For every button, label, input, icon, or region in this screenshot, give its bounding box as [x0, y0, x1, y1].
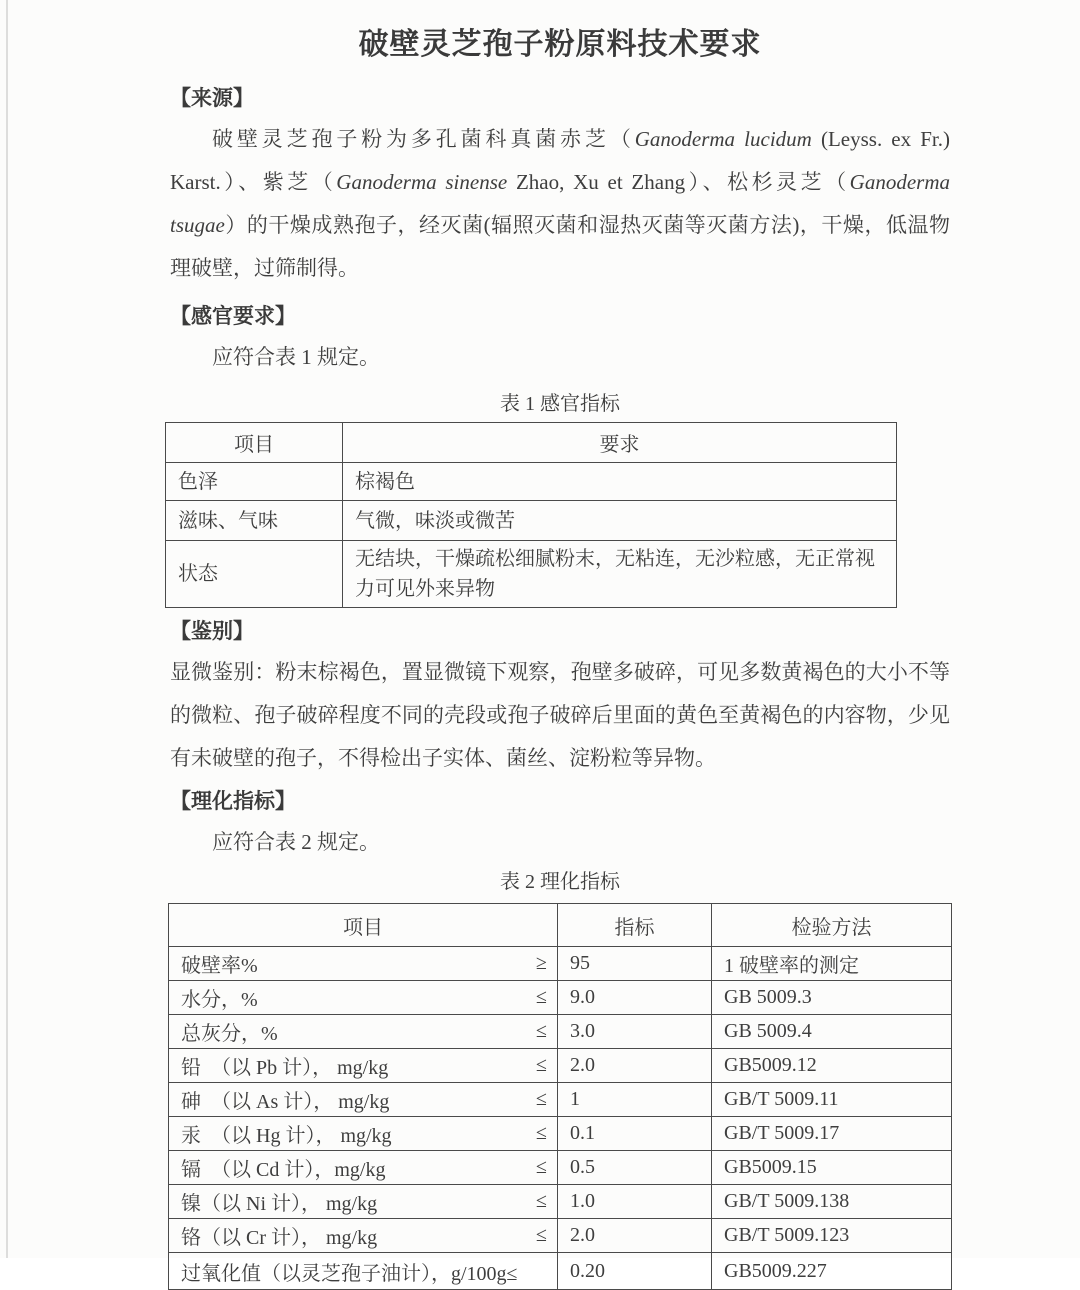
sensory-note: 应符合表 1 规定。 — [212, 345, 380, 369]
index-value: 3.0 — [570, 1020, 595, 1042]
comparison-symbol: ≤ — [536, 1088, 547, 1110]
item-cell: 滋味、气味 — [166, 501, 343, 541]
index-value-cell — [558, 1219, 712, 1253]
table-row — [166, 463, 897, 501]
header-cell-method: 检验方法 — [712, 904, 952, 947]
method-text: GB5009.227 — [724, 1259, 827, 1282]
method-text: GB/T 5009.138 — [724, 1190, 850, 1212]
item-cell — [169, 1049, 558, 1083]
index-value: 0.5 — [570, 1156, 595, 1178]
table-row — [169, 981, 952, 1015]
method-text: GB 5009.4 — [724, 1020, 812, 1042]
item-cell-content — [181, 1119, 547, 1148]
item-cell-content — [181, 1187, 547, 1216]
physicochemical-note: 应符合表 2 规定。 — [212, 830, 380, 854]
physicochemical-table-body — [169, 947, 952, 1290]
header-cell-item: 项目 — [166, 423, 343, 463]
section-identification — [170, 617, 950, 780]
header-cell-item: 项目 — [169, 904, 558, 947]
item-cell — [169, 947, 558, 981]
item-cell — [169, 981, 558, 1015]
item-cell-content — [181, 1221, 547, 1250]
item-cell: 状态 — [166, 541, 343, 608]
index-value-cell — [558, 1049, 712, 1083]
method-text: GB/T 5009.11 — [724, 1088, 839, 1110]
paragraph-text: Zhao, Xu et Zhang）、松杉灵芝（ — [507, 170, 850, 194]
index-value: 9.0 — [570, 986, 595, 1008]
index-value-cell — [558, 1015, 712, 1049]
item-label: 过氧化值（以灵芝孢子油计），g/100g≤ — [181, 1262, 518, 1285]
index-value: 0.20 — [570, 1259, 605, 1282]
latin-species-name: Ganoderma sinense — [336, 170, 508, 194]
method-text: GB/T 5009.123 — [724, 1224, 850, 1246]
item-label: 汞 （以 Hg 计）， mg/kg — [181, 1125, 392, 1147]
item-cell — [169, 1015, 558, 1049]
index-value-cell — [558, 947, 712, 981]
page-title: 破壁灵芝孢子粉原料技术要求 — [358, 28, 762, 61]
section-sensory — [170, 302, 950, 608]
latin-species-name: Ganoderma tsugae — [170, 170, 950, 237]
index-value-cell — [558, 1253, 712, 1290]
index-value: 1 — [570, 1088, 580, 1110]
comparison-symbol: ≤ — [536, 1020, 547, 1042]
index-value: 2.0 — [570, 1054, 595, 1076]
paragraph-text: (Leyss. ex Fr.) Karst.）、紫芝（ — [170, 127, 951, 194]
index-value-cell — [558, 1185, 712, 1219]
comparison-symbol: ≤ — [536, 1190, 547, 1212]
method-cell — [712, 1117, 952, 1151]
requirement-cell: 棕褐色 — [343, 463, 897, 501]
section-physicochemical — [170, 787, 950, 1290]
method-cell — [712, 1049, 952, 1083]
method-text: GB 5009.3 — [724, 986, 812, 1008]
method-text: 1 破壁率的测定 — [724, 955, 859, 977]
table-row — [169, 1151, 952, 1185]
item-cell-content — [181, 1257, 547, 1286]
table-row — [169, 1049, 952, 1083]
scan-edge-artifact — [6, 0, 8, 1258]
physicochemical-table — [168, 903, 952, 1290]
source-heading: 【来源】 — [170, 86, 254, 110]
identification-paragraph: 显微鉴别：粉末棕褐色，置显微镜下观察，孢壁多破碎，可见多数黄褐色的大小不等的微粒、孢子破碎程度不同的壳段或孢子破碎后里面的黄色至黄褐色的内容物，少见有未破壁的孢子，不得检出子实体、菌丝、淀粉粒等异物。 — [170, 660, 950, 770]
physicochemical-heading: 【理化指标】 — [170, 789, 296, 813]
item-label: 铅 （以 Pb 计）， mg/kg — [181, 1057, 389, 1079]
table-row — [169, 1185, 952, 1219]
table-row — [169, 1253, 952, 1290]
item-cell-content — [181, 949, 547, 978]
index-value-cell — [558, 1117, 712, 1151]
item-label: 破壁率% — [181, 955, 258, 977]
item-cell-content — [181, 1153, 547, 1182]
method-cell — [712, 981, 952, 1015]
table-row — [169, 947, 952, 981]
item-label: 总灰分，% — [181, 1023, 278, 1045]
index-value: 95 — [570, 952, 590, 974]
comparison-symbol: ≥ — [536, 952, 547, 974]
item-label: 砷 （以 As 计）， mg/kg — [181, 1091, 390, 1113]
sensory-heading: 【感官要求】 — [170, 304, 296, 328]
index-value: 1.0 — [570, 1190, 595, 1212]
requirement-cell: 无结块，干燥疏松细腻粉末，无粘连，无沙粒感，无正常视力可见外来异物 — [343, 541, 897, 608]
table-row — [169, 1219, 952, 1253]
index-value-cell — [558, 981, 712, 1015]
table2-caption: 表 2 理化指标 — [500, 871, 620, 893]
item-cell-content — [181, 983, 547, 1012]
requirement-cell: 气微，味淡或微苦 — [343, 501, 897, 541]
item-label: 水分，% — [181, 989, 258, 1011]
method-cell — [712, 947, 952, 981]
item-cell — [169, 1253, 558, 1290]
table1-caption: 表 1 感官指标 — [500, 393, 620, 415]
table-header-row — [166, 423, 897, 463]
item-cell — [169, 1083, 558, 1117]
method-cell — [712, 1219, 952, 1253]
method-text: GB/T 5009.17 — [724, 1122, 840, 1144]
item-cell — [169, 1151, 558, 1185]
source-paragraph — [170, 118, 950, 290]
table-row — [169, 1015, 952, 1049]
method-cell — [712, 1015, 952, 1049]
table-header-row — [169, 904, 952, 947]
paragraph-text: ）的干燥成熟孢子，经灭菌(辐照灭菌和湿热灭菌等灭菌方法)，干燥，低温物理破壁，过筛制得。 — [170, 213, 950, 280]
latin-species-name: Ganoderma lucidum — [634, 127, 812, 151]
paragraph-text: 破壁灵芝孢子粉为多孔菌科真菌赤芝（ — [212, 127, 635, 151]
item-cell-content — [181, 1051, 547, 1080]
index-value: 2.0 — [570, 1224, 595, 1246]
table-row — [166, 501, 897, 541]
method-cell — [712, 1151, 952, 1185]
method-cell — [712, 1253, 952, 1290]
header-cell-index: 指标 — [558, 904, 712, 947]
comparison-symbol: ≤ — [536, 1224, 547, 1246]
method-cell — [712, 1083, 952, 1117]
index-value-cell — [558, 1151, 712, 1185]
item-cell: 色泽 — [166, 463, 343, 501]
index-value: 0.1 — [570, 1122, 595, 1144]
header-cell-requirement: 要求 — [343, 423, 897, 463]
comparison-symbol: ≤ — [536, 986, 547, 1008]
method-text: GB5009.12 — [724, 1054, 817, 1076]
item-label: 镍（以 Ni 计）， mg/kg — [181, 1193, 378, 1215]
table-row — [169, 1117, 952, 1151]
index-value-cell — [558, 1083, 712, 1117]
method-cell — [712, 1185, 952, 1219]
table-row — [166, 541, 897, 608]
item-label: 镉 （以 Cd 计），mg/kg — [181, 1159, 386, 1181]
item-cell — [169, 1117, 558, 1151]
identification-heading: 【鉴别】 — [170, 619, 254, 643]
sensory-table-body — [166, 463, 897, 608]
item-cell — [169, 1185, 558, 1219]
sensory-table — [165, 422, 897, 608]
comparison-symbol: ≤ — [536, 1054, 547, 1076]
comparison-symbol: ≤ — [536, 1156, 547, 1178]
item-cell-content — [181, 1017, 547, 1046]
section-source — [170, 84, 950, 290]
method-text: GB5009.15 — [724, 1156, 817, 1178]
item-cell-content — [181, 1085, 547, 1114]
item-label: 铬（以 Cr 计）， mg/kg — [181, 1227, 378, 1249]
comparison-symbol: ≤ — [536, 1122, 547, 1144]
item-cell — [169, 1219, 558, 1253]
table-row — [169, 1083, 952, 1117]
